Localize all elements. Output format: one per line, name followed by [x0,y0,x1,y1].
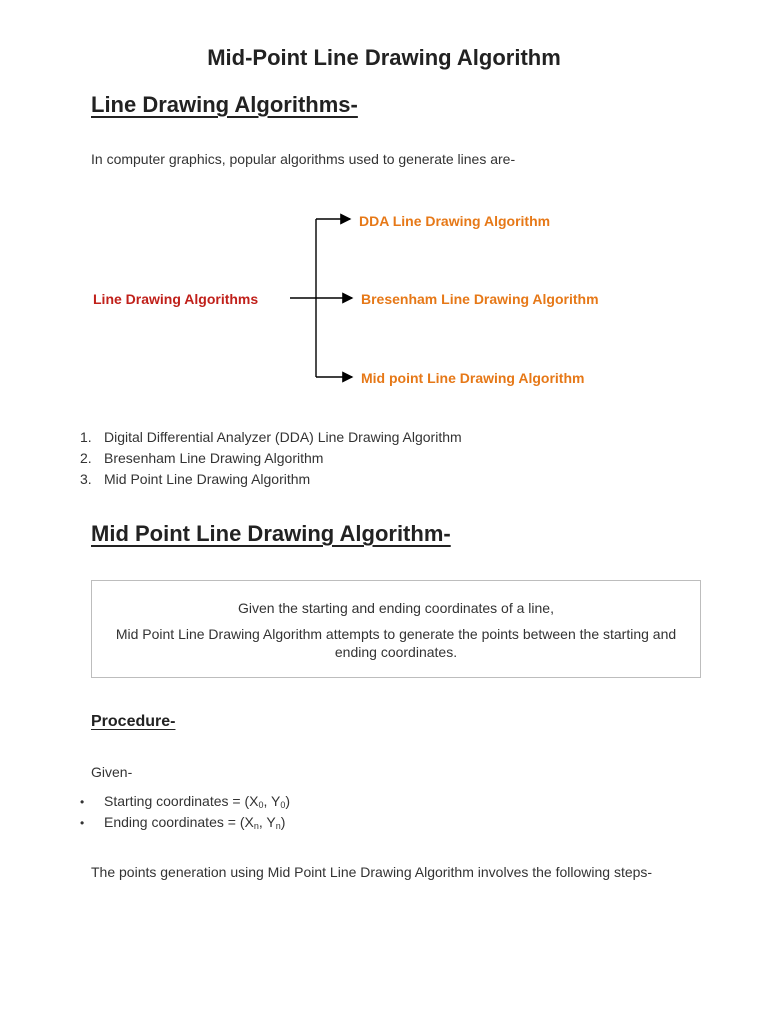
diagram-target-midpoint: Mid point Line Drawing Algorithm [361,370,585,386]
list-item [80,448,462,469]
algorithms-diagram [0,195,768,395]
list-item [80,812,290,833]
diagram-target-bresenham: Bresenham Line Drawing Algorithm [361,291,599,307]
end-y-subscript: n [275,821,281,831]
section-heading-line-drawing: Line Drawing Algorithms- [91,92,358,117]
end-coords-label: Ending coordinates = (X [104,814,254,830]
end-x-subscript: n [253,821,259,831]
intro-paragraph: In computer graphics, popular algorithms used to generate lines are- [91,151,516,167]
list-item [80,427,462,448]
procedure-heading: Procedure- [91,713,176,730]
algorithms-list [80,427,462,490]
end-coords-end: ) [280,814,286,830]
start-x-subscript: 0 [258,800,264,810]
list-number: 3. [80,471,92,487]
start-coords-mid: , Y [263,793,281,809]
definition-box [91,580,701,678]
given-coordinates-list [80,791,290,833]
page-title: Mid-Point Line Drawing Algorithm [207,45,561,70]
start-y-subscript: 0 [280,800,286,810]
definition-line-2: Mid Point Line Drawing Algorithm attempts to generate the points between the starting and ending coordinates. [115,626,677,660]
list-item [80,469,462,490]
list-item-text: Digital Differential Analyzer (DDA) Line Drawing Algorithm [104,429,462,445]
bullet-icon: • [80,795,85,809]
start-coords-label: Starting coordinates = (X [104,793,259,809]
list-item-text: Bresenham Line Drawing Algorithm [104,450,324,466]
diagram-target-dda: DDA Line Drawing Algorithm [359,213,551,229]
given-label: Given- [91,764,133,780]
list-item-text: Mid Point Line Drawing Algorithm [104,471,311,487]
definition-line-1: Given the starting and ending coordinates of a line, [238,600,554,616]
list-item [80,791,290,812]
end-coords-mid: , Y [258,814,276,830]
section-heading-mid-point: Mid Point Line Drawing Algorithm- [91,521,451,546]
start-coords-end: ) [285,793,291,809]
steps-intro-paragraph: The points generation using Mid Point Line Drawing Algorithm involves the following steps- [91,864,653,880]
diagram-source-label: Line Drawing Algorithms [93,291,259,307]
list-number: 2. [80,450,92,466]
list-number: 1. [80,429,92,445]
bullet-icon: • [80,816,85,830]
